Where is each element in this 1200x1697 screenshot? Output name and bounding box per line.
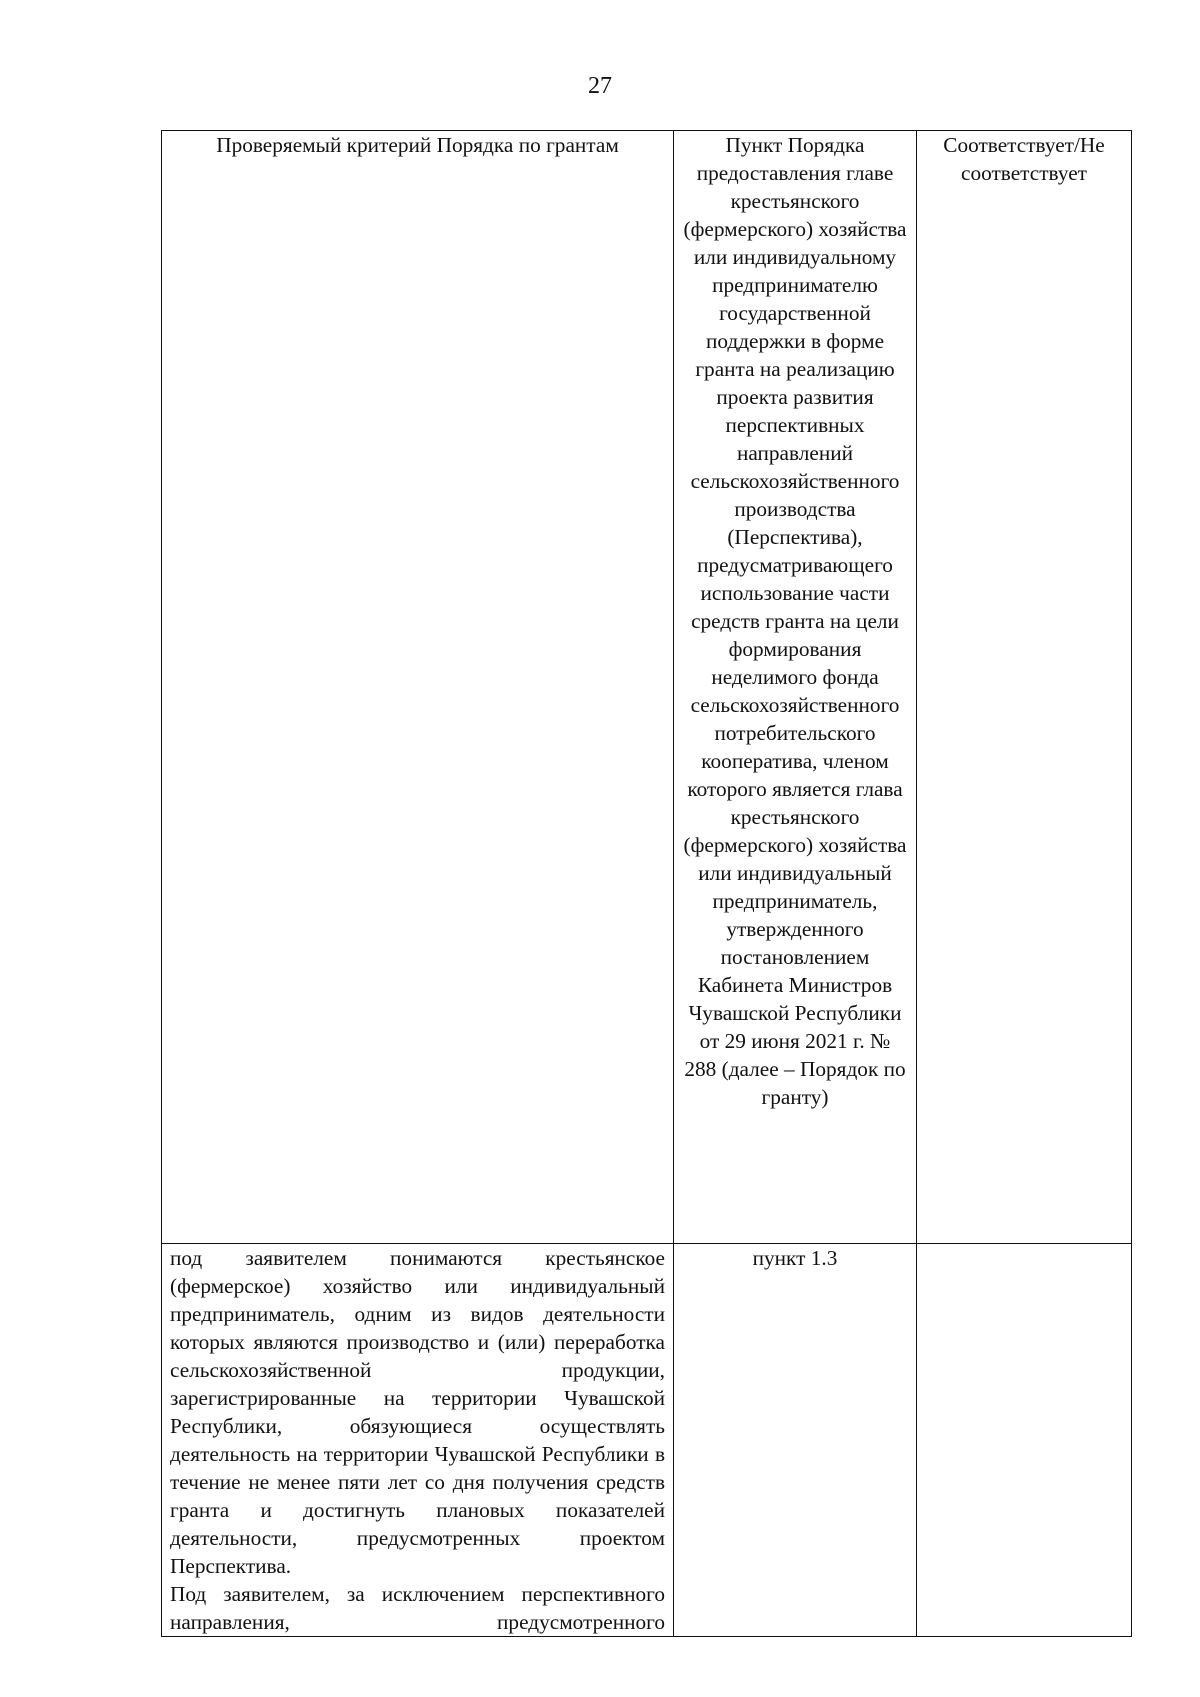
- row-clause-cell: пункт 1.3: [674, 1244, 917, 1637]
- header-criterion: Проверяемый критерий Порядка по грантам: [162, 131, 674, 1244]
- page-number: 27: [588, 73, 612, 99]
- header-compliance: Соответствует/Не соответствует: [917, 131, 1132, 1244]
- criterion-paragraph: под заявителем понимаются крестьянское (фермерское) хозяйство или индивидуальный предприниматель, одним из видов деятельности которых являются производство и (или) переработка сельскохозяйственной продукции, зарегистрированные на территории Чувашской Республики, обязующиеся осуществлять деятельность на территории Чувашской Республики в течение не менее пяти лет со дня получения средств гранта и достигнуть плановых показателей деятельности, предусмотренных проектом Перспектива.: [170, 1246, 665, 1578]
- table-header-row: [162, 131, 1132, 1244]
- row-criterion-cell: [162, 1244, 674, 1637]
- grant-criteria-table: [161, 130, 1132, 1637]
- criterion-paragraph: Под заявителем, за исключением перспективного направления, предусмотренного: [170, 1582, 665, 1634]
- table-row: [162, 1244, 1132, 1637]
- row-compliance-cell: [917, 1244, 1132, 1637]
- header-clause: Пункт Порядка предоставления главе крестьянского (фермерского) хозяйства или индивидуальному предпринимателю государственной поддержки в форме гранта на реализацию проекта развития перспективных направлений сельскохозяйственного производства (Перспектива), предусматривающего использование части средств гранта на цели формирования неделимого фонда сельскохозяйственного потребительского кооператива, членом которого является глава крестьянского (фермерского) хозяйства или индивидуальный предприниматель, утвержденного постановлением Кабинета Министров Чувашской Республики от 29 июня 2021 г. № 288 (далее – Порядок по гранту): [674, 131, 917, 1244]
